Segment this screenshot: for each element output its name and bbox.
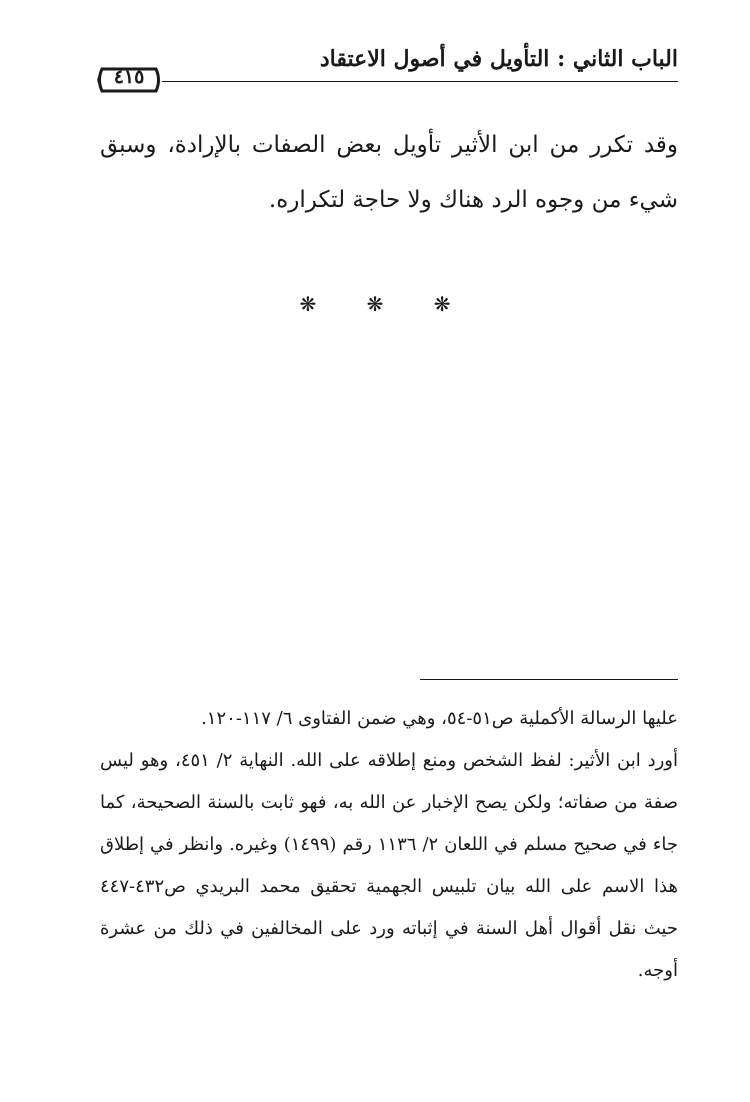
page-header xyxy=(96,38,678,92)
main-paragraph: وقد تكرر من ابن الأثير تأويل بعض الصفات بالإرادة، وسبق شيء من وجوه الرد هناك ولا حاجة لتكراره. xyxy=(100,132,678,213)
footnote-note: أورد ابن الأثير: لفظ الشخص ومنع إطلاقه على الله. النهاية ٢/ ٤٥١، وهو ليس صفة من صفاته؛ ولكن يصح الإخبار عن الله به، فهو ثابت بالسنة الصحيحة، كما جاء في صحيح مسلم في اللعان ٢/ ١١٣٦ رقم (١٤٩٩) وغيره. وانظر في إطلاق هذا الاسم على الله بيان تلبيس الجهمية تحقيق محمد البريدي ص٤٣٢-٤٤٧ حيث نقل أقوال أهل السنة في إثباته ورد على المخالفين في ذلك من عشرة أوجه. xyxy=(100,750,679,981)
footnote-rule xyxy=(420,679,678,680)
page-number-badge xyxy=(96,64,162,96)
header-rule xyxy=(162,81,678,82)
section-separator: ❋ ❋ ❋ xyxy=(299,292,473,316)
page-number: ٤١٥ xyxy=(113,66,145,88)
footnote-continuation: عليها الرسالة الأكملية ص٥١-٥٤، وهي ضمن الفتاوى ٦/ ١١٧-١٢٠. xyxy=(201,708,678,729)
chapter-title: الباب الثاني : التأويل في أصول الاعتقاد xyxy=(319,46,678,72)
footnotes xyxy=(100,698,678,992)
